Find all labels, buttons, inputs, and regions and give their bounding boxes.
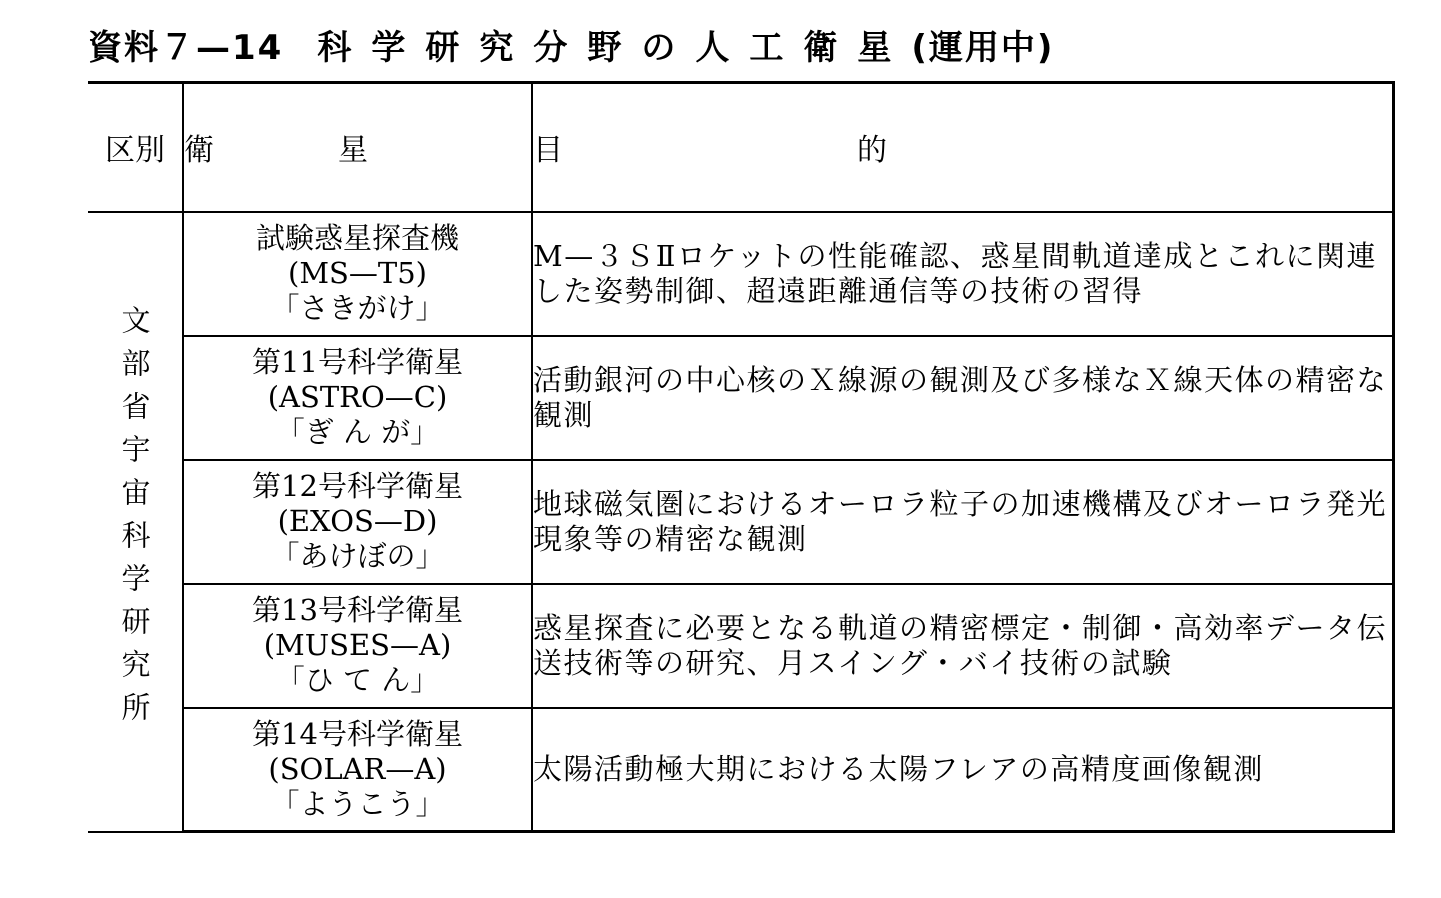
satellite-cell bbox=[183, 584, 532, 708]
header-purpose bbox=[532, 83, 1393, 212]
table-row bbox=[88, 212, 1393, 336]
satellite-code: (SOLAR—A) bbox=[268, 751, 447, 786]
satellite-code: (EXOS—D) bbox=[277, 504, 438, 538]
satellite-nickname: 「あけぼの」 bbox=[270, 539, 445, 573]
satellite-name: 第14号科学衛星 bbox=[252, 716, 463, 751]
satellite-cell bbox=[183, 460, 532, 584]
purpose-cell: 惑星探査に必要となる軌道の精密標定・制御・高効率データ伝送技術等の研究、月スイング・バイ技術の試験 bbox=[532, 584, 1393, 708]
table-row bbox=[88, 584, 1393, 708]
header-purpose-char-1: 目 bbox=[533, 133, 563, 169]
table-row bbox=[88, 708, 1393, 832]
table-row bbox=[88, 460, 1393, 584]
satellite-name: 第13号科学衛星 bbox=[252, 593, 463, 627]
satellite-name: 第12号科学衛星 bbox=[252, 469, 463, 503]
satellite-code: (ASTRO—C) bbox=[267, 380, 448, 414]
title-number: 資料７—14 bbox=[88, 28, 284, 68]
purpose-cell: 活動銀河の中心核のＸ線源の観測及び多様なＸ線天体の精密な観測 bbox=[532, 336, 1393, 460]
table-header-row bbox=[88, 83, 1393, 212]
satellite-nickname: 「さきがけ」 bbox=[270, 291, 445, 325]
table-row bbox=[88, 336, 1393, 460]
division-cell bbox=[88, 212, 183, 832]
satellite-name: 試験惑星探査機 bbox=[255, 221, 459, 255]
satellite-cell bbox=[183, 708, 532, 832]
satellite-nickname: 「ぎ ん が」 bbox=[275, 415, 440, 449]
satellite-table bbox=[88, 81, 1395, 833]
satellite-nickname: 「ようこう」 bbox=[270, 786, 445, 821]
satellite-code: (MS—T5) bbox=[288, 256, 427, 290]
satellite-name: 第11号科学衛星 bbox=[252, 345, 463, 379]
division-value: 文部省宇宙科学研究所 bbox=[117, 304, 152, 735]
header-satellite bbox=[183, 83, 532, 212]
header-satellite-char-2: 星 bbox=[338, 133, 368, 169]
header-satellite-char-1: 衛 bbox=[184, 133, 214, 169]
header-purpose-char-2: 的 bbox=[857, 133, 887, 169]
satellite-nickname: 「ひ て ん」 bbox=[275, 663, 440, 697]
satellite-code: (MUSES—A) bbox=[263, 628, 452, 662]
header-division: 区別 bbox=[88, 83, 183, 212]
satellite-cell bbox=[183, 212, 532, 336]
purpose-cell: 太陽活動極大期における太陽フレアの高精度画像観測 bbox=[532, 708, 1393, 832]
document-title bbox=[88, 26, 1388, 70]
purpose-cell: M—３ＳⅡロケットの性能確認、惑星間軌道達成とこれに関連した姿勢制御、超遠距離通信等の技術の習得 bbox=[532, 212, 1393, 336]
title-text: 科学研究分野の人工衛星 bbox=[317, 28, 912, 68]
purpose-cell: 地球磁気圏におけるオーロラ粒子の加速機構及びオーロラ発光現象等の精密な観測 bbox=[532, 460, 1393, 584]
satellite-cell bbox=[183, 336, 532, 460]
title-suffix: (運用中) bbox=[911, 28, 1055, 68]
